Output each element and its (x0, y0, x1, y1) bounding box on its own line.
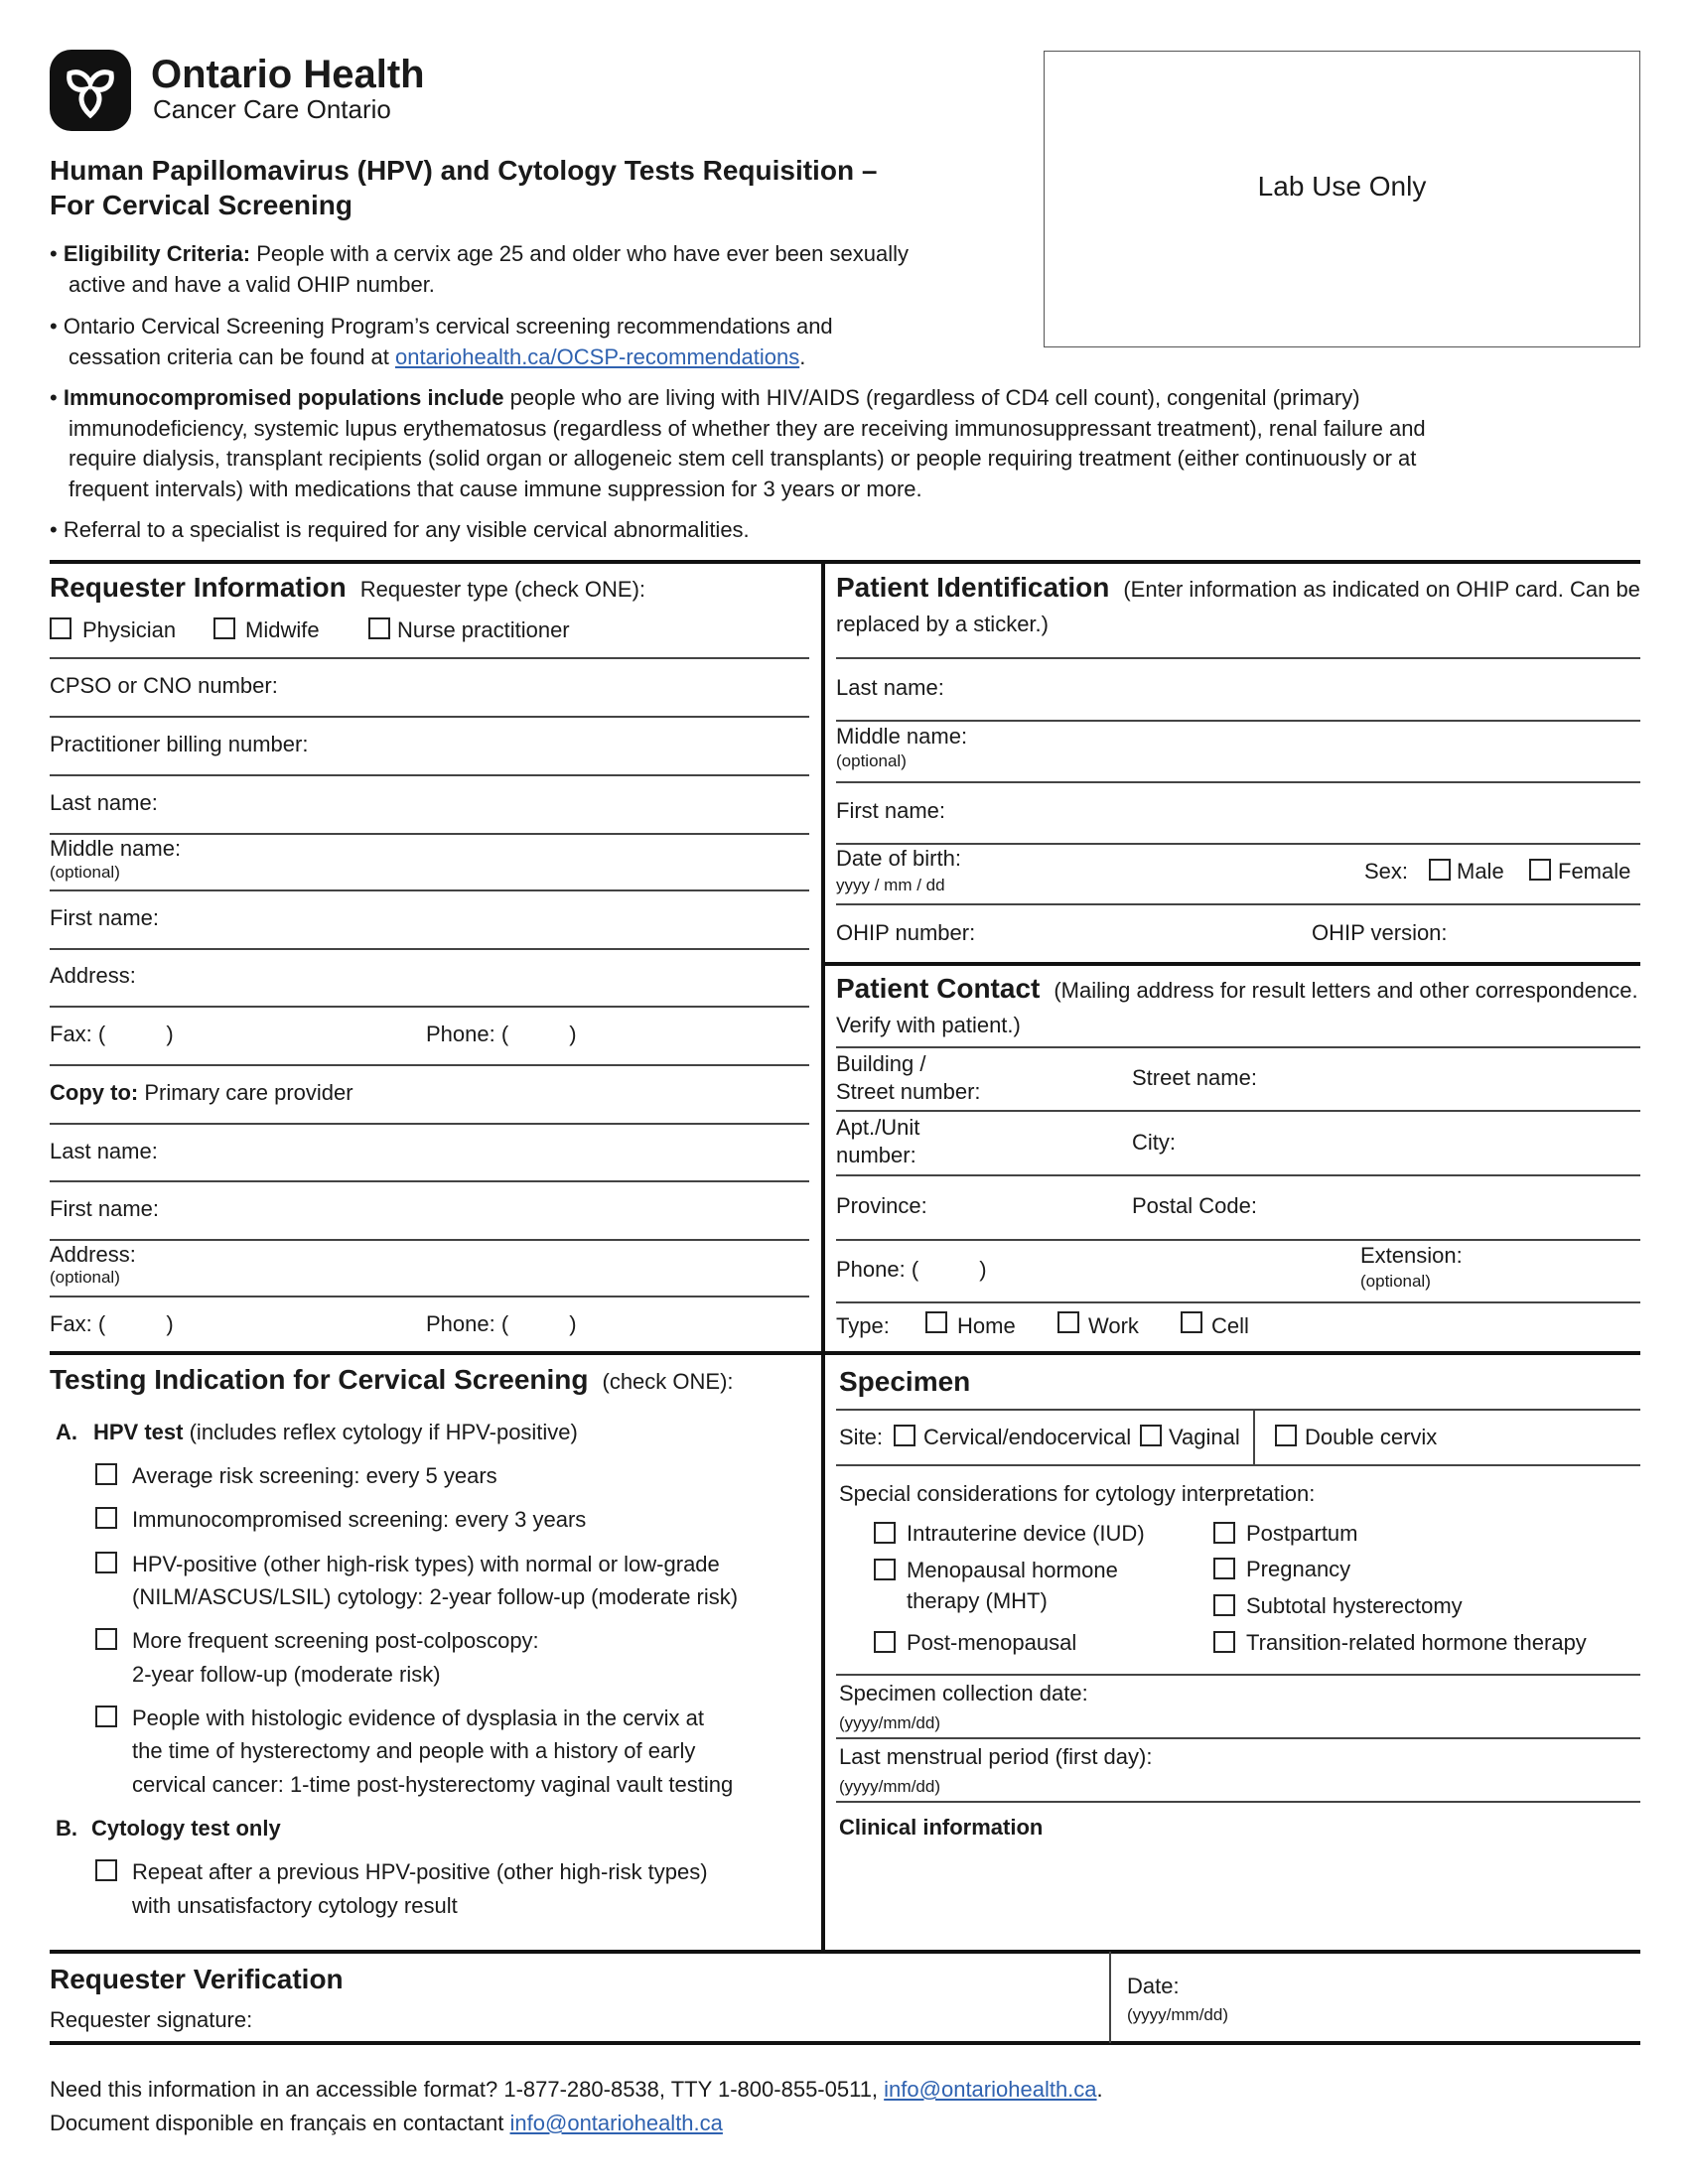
divider (836, 657, 1640, 659)
midwife-label: Midwife (245, 617, 320, 642)
immunocompromised-label: Immunocompromised screening: every 3 years (132, 1507, 587, 1532)
physician-checkbox[interactable] (50, 617, 71, 639)
divider (836, 1464, 1640, 1466)
nurse-practitioner-checkbox[interactable] (368, 617, 390, 639)
patient-contact-header (836, 971, 1640, 1042)
patient-middle-name-field[interactable]: Middle name: (836, 724, 968, 749)
divider (836, 1046, 1640, 1048)
post-menopausal-label: Post-menopausal (907, 1630, 1077, 1655)
hpv-test-label: HPV test (includes reflex cytology if HPV-positive) (93, 1420, 578, 1444)
home-checkbox[interactable] (925, 1311, 947, 1333)
divider (1109, 1952, 1111, 2043)
ohip-number-field[interactable]: OHIP number: (836, 920, 976, 945)
requester-middle-name-field[interactable]: Middle name: (50, 836, 182, 861)
divider (836, 781, 1640, 783)
divider (50, 1351, 1640, 1355)
footer-french: Document disponible en français en contactant info@ontariohealth.ca (50, 2111, 723, 2135)
optional-note: (optional) (50, 1268, 120, 1287)
phone-type-label: Type: (836, 1313, 890, 1338)
post-hysterectomy-checkbox[interactable] (95, 1706, 117, 1727)
bullet-text: immunodeficiency, systemic lupus erythematosus (regardless of whether they are receiving immunosuppressant treatment), renal failure and (69, 416, 1426, 441)
divider (836, 1239, 1640, 1241)
sex-label: Sex: (1364, 859, 1409, 884)
divider (50, 1123, 809, 1125)
patient-last-name-field[interactable]: Last name: (836, 675, 944, 700)
patient-first-name-field[interactable]: First name: (836, 798, 946, 823)
cytology-only-label: Cytology test only (91, 1816, 281, 1841)
pregnancy-checkbox[interactable] (1213, 1558, 1235, 1579)
postpartum-checkbox[interactable] (1213, 1522, 1235, 1544)
site-label: Site: (839, 1425, 884, 1449)
section-a-letter: A. (56, 1420, 77, 1444)
subtotal-hysterectomy-label: Subtotal hysterectomy (1246, 1593, 1463, 1618)
lmp-field[interactable]: Last menstrual period (first day): (839, 1744, 1153, 1769)
bullet-text: active and have a valid OHIP number. (69, 272, 435, 297)
iud-checkbox[interactable] (874, 1522, 896, 1544)
section-b-letter: B. (56, 1816, 77, 1841)
vaginal-label: Vaginal (1169, 1425, 1240, 1449)
form-title: Human Papillomavirus (HPV) and Cytology Tests Requisition – (50, 155, 878, 186)
lab-use-label: Lab Use Only (1257, 171, 1427, 202)
requester-address-field[interactable]: Address: (50, 963, 136, 988)
dob-format: yyyy / mm / dd (836, 876, 945, 894)
post-hysterectomy-label: the time of hysterectomy and people with a history of early (132, 1738, 696, 1763)
post-colposcopy-checkbox[interactable] (95, 1628, 117, 1650)
copy-to-label: Copy to: Primary care provider (50, 1080, 353, 1105)
post-colposcopy-label: More frequent screening post-colposcopy: (132, 1628, 539, 1653)
signature-field[interactable]: Requester signature: (50, 2007, 253, 2032)
building-number-field[interactable]: Building / (836, 1051, 926, 1076)
divider (836, 903, 1640, 905)
divider (836, 843, 1640, 845)
divider (836, 1174, 1640, 1176)
ohip-version-field[interactable]: OHIP version: (1312, 920, 1448, 945)
bullet-text: frequent intervals) with medications that cause immune suppression for 3 years or more. (69, 477, 922, 501)
street-name-field[interactable]: Street name: (1132, 1065, 1257, 1090)
iud-label: Intrauterine device (IUD) (907, 1521, 1145, 1546)
male-checkbox[interactable] (1429, 859, 1451, 881)
bullet-text: require dialysis, transplant recipients (solid organ or allogeneic stem cell transplants) or people requiring treatment (either continuously or at (69, 446, 1417, 471)
post-hysterectomy-label: People with histologic evidence of dysplasia in the cervix at (132, 1706, 704, 1730)
patient-phone-field[interactable]: Phone: ( ) (836, 1257, 987, 1282)
requester-fax-field[interactable]: Fax: ( ) (50, 1022, 174, 1046)
divider (50, 1950, 1640, 1954)
copy-fax-field[interactable]: Fax: ( ) (50, 1311, 174, 1336)
bullet-text: cessation criteria can be found at ontariohealth.ca/OCSP-recommendations. (69, 344, 806, 369)
repeat-cytology-label: with unsatisfactory cytology result (132, 1893, 458, 1918)
divider (836, 1737, 1640, 1739)
female-label: Female (1558, 859, 1631, 884)
postal-code-field[interactable]: Postal Code: (1132, 1193, 1257, 1218)
bullet-immunocompromised: • Immunocompromised populations include people who are living with HIV/AIDS (regardless of CD4 cell count), congenital (primary) (50, 385, 1360, 410)
recommendations-link[interactable]: ontariohealth.ca/OCSP-recommendations (394, 344, 800, 369)
patient-contact-desc: (Mailing address for result letters and other (1054, 978, 1470, 1003)
specimen-heading: Specimen (839, 1366, 971, 1397)
mht-label: Menopausal hormone (907, 1558, 1118, 1582)
requester-last-name-field[interactable]: Last name: (50, 790, 158, 815)
verification-heading: Requester Verification (50, 1964, 344, 1994)
average-risk-label: Average risk screening: every 5 years (132, 1463, 497, 1488)
double-cervix-checkbox[interactable] (1275, 1425, 1297, 1446)
copy-first-name-field[interactable]: First name: (50, 1196, 160, 1221)
midwife-checkbox[interactable] (213, 617, 235, 639)
date-of-birth-field[interactable]: Date of birth: (836, 846, 961, 871)
male-label: Male (1457, 859, 1504, 884)
immunocompromised-checkbox[interactable] (95, 1507, 117, 1529)
building-number-label: Street number: (836, 1079, 981, 1104)
logo-icon (50, 50, 131, 131)
mht-label: therapy (MHT) (907, 1588, 1048, 1613)
footer-accessibility: Need this information in an accessible format? 1-877-280-8538, TTY 1-800-855-0511, info@ontariohealth.ca. (50, 2077, 1103, 2102)
post-menopausal-checkbox[interactable] (874, 1631, 896, 1653)
divider (823, 962, 1640, 966)
divider (50, 657, 809, 659)
date-format: (yyyy/mm/dd) (1127, 2005, 1228, 2024)
cell-checkbox[interactable] (1181, 1311, 1202, 1333)
logo-subtitle: Cancer Care Ontario (153, 94, 391, 124)
province-field[interactable]: Province: (836, 1193, 927, 1218)
postpartum-label: Postpartum (1246, 1521, 1358, 1546)
extension-field[interactable]: Extension: (1360, 1243, 1463, 1268)
post-hysterectomy-label: cervical cancer: 1-time post-hysterectomy vaginal vault testing (132, 1772, 734, 1797)
lab-use-box (1044, 51, 1640, 347)
cervical-label: Cervical/endocervical (923, 1425, 1132, 1449)
optional-note: (optional) (1360, 1272, 1431, 1291)
divider (50, 1064, 809, 1066)
home-label: Home (957, 1313, 1016, 1338)
double-cervix-label: Double cervix (1305, 1425, 1438, 1449)
divider (1253, 1409, 1255, 1464)
physician-label: Physician (82, 617, 177, 642)
transition-hormone-checkbox[interactable] (1213, 1631, 1235, 1653)
requester-type-label: Requester type (check ONE): (359, 577, 646, 602)
divider (50, 774, 809, 776)
hpv-positive-label: HPV-positive (other high-risk types) with normal or low-grade (132, 1552, 720, 1576)
email-link[interactable]: info@ontariohealth.ca (884, 2077, 1097, 2102)
patient-contact-desc: correspondence. Verify with patient.) (836, 978, 1638, 1037)
divider (836, 1110, 1640, 1112)
divider (50, 1180, 809, 1182)
nurse-practitioner-label: Nurse practitioner (397, 617, 570, 642)
post-colposcopy-label: 2-year follow-up (moderate risk) (132, 1662, 441, 1687)
cervical-checkbox[interactable] (894, 1425, 915, 1446)
divider (50, 833, 809, 835)
special-considerations-label: Special considerations for cytology interpretation: (839, 1481, 1316, 1506)
patient-id-heading: Patient Identification (836, 572, 1110, 603)
pregnancy-label: Pregnancy (1246, 1557, 1351, 1581)
average-risk-checkbox[interactable] (95, 1463, 117, 1485)
optional-note: (optional) (50, 863, 120, 882)
divider (836, 1674, 1640, 1676)
clinical-information-field[interactable]: Clinical information (839, 1815, 1044, 1840)
requester-heading: Requester Information (50, 572, 347, 603)
verification-date-field[interactable]: Date: (1127, 1974, 1180, 1998)
column-divider (821, 560, 825, 1952)
copy-phone-field[interactable]: Phone: ( ) (426, 1311, 577, 1336)
city-field[interactable]: City: (1132, 1130, 1176, 1155)
billing-number-field[interactable]: Practitioner billing number: (50, 732, 309, 756)
divider (50, 1239, 809, 1241)
divider (50, 1296, 809, 1297)
testing-check-note: (check ONE): (602, 1369, 734, 1394)
divider (50, 1006, 809, 1008)
divider (50, 889, 809, 891)
transition-hormone-label: Transition-related hormone therapy (1246, 1630, 1587, 1655)
collection-date-field[interactable]: Specimen collection date: (839, 1681, 1088, 1706)
divider (836, 1409, 1640, 1411)
copy-last-name-field[interactable]: Last name: (50, 1139, 158, 1163)
optional-note: (optional) (836, 751, 907, 770)
requester-first-name-field[interactable]: First name: (50, 905, 160, 930)
repeat-cytology-label: Repeat after a previous HPV-positive (other high-risk types) (132, 1859, 708, 1884)
repeat-cytology-checkbox[interactable] (95, 1859, 117, 1881)
apt-unit-field[interactable]: Apt./Unit (836, 1115, 920, 1140)
female-checkbox[interactable] (1529, 859, 1551, 881)
work-checkbox[interactable] (1057, 1311, 1079, 1333)
patient-contact-heading: Patient Contact (836, 973, 1041, 1004)
testing-heading: Testing Indication for Cervical Screening (50, 1364, 589, 1395)
email-link-fr[interactable]: info@ontariohealth.ca (509, 2111, 723, 2135)
patient-id-header (836, 570, 1640, 641)
divider (50, 2041, 1640, 2045)
hpv-positive-checkbox[interactable] (95, 1552, 117, 1573)
divider (50, 716, 809, 718)
bullet-recommendations: • Ontario Cervical Screening Program’s cervical screening recommendations and (50, 314, 833, 339)
copy-address-field[interactable]: Address: (50, 1242, 136, 1267)
date-format: (yyyy/mm/dd) (839, 1713, 940, 1732)
bullet-eligibility: • Eligibility Criteria: People with a cervix age 25 and older who have ever been sexually (50, 241, 909, 266)
requester-phone-field[interactable]: Phone: ( ) (426, 1022, 577, 1046)
logo-name: Ontario Health (151, 53, 425, 96)
subtotal-hysterectomy-checkbox[interactable] (1213, 1594, 1235, 1616)
work-label: Work (1088, 1313, 1139, 1338)
divider (50, 560, 1640, 564)
apt-unit-label: number: (836, 1143, 916, 1167)
date-format: (yyyy/mm/dd) (839, 1777, 940, 1796)
divider (50, 948, 809, 950)
cell-label: Cell (1211, 1313, 1249, 1338)
bullet-referral: • Referral to a specialist is required for any visible cervical abnormalities. (50, 517, 750, 542)
hpv-positive-label: (NILM/ASCUS/LSIL) cytology: 2-year follow-up (moderate risk) (132, 1584, 739, 1609)
divider (836, 1801, 1640, 1803)
requester-header (50, 570, 809, 607)
vaginal-checkbox[interactable] (1140, 1425, 1162, 1446)
divider (836, 1301, 1640, 1303)
form-title-2: For Cervical Screening (50, 190, 353, 220)
patient-id-desc: Can be replaced by a sticker.) (836, 577, 1640, 636)
cpso-field[interactable]: CPSO or CNO number: (50, 673, 278, 698)
patient-id-desc: (Enter information as indicated on OHIP card. (1123, 577, 1564, 602)
mht-checkbox[interactable] (874, 1559, 896, 1580)
divider (836, 720, 1640, 722)
testing-header (50, 1362, 809, 1399)
